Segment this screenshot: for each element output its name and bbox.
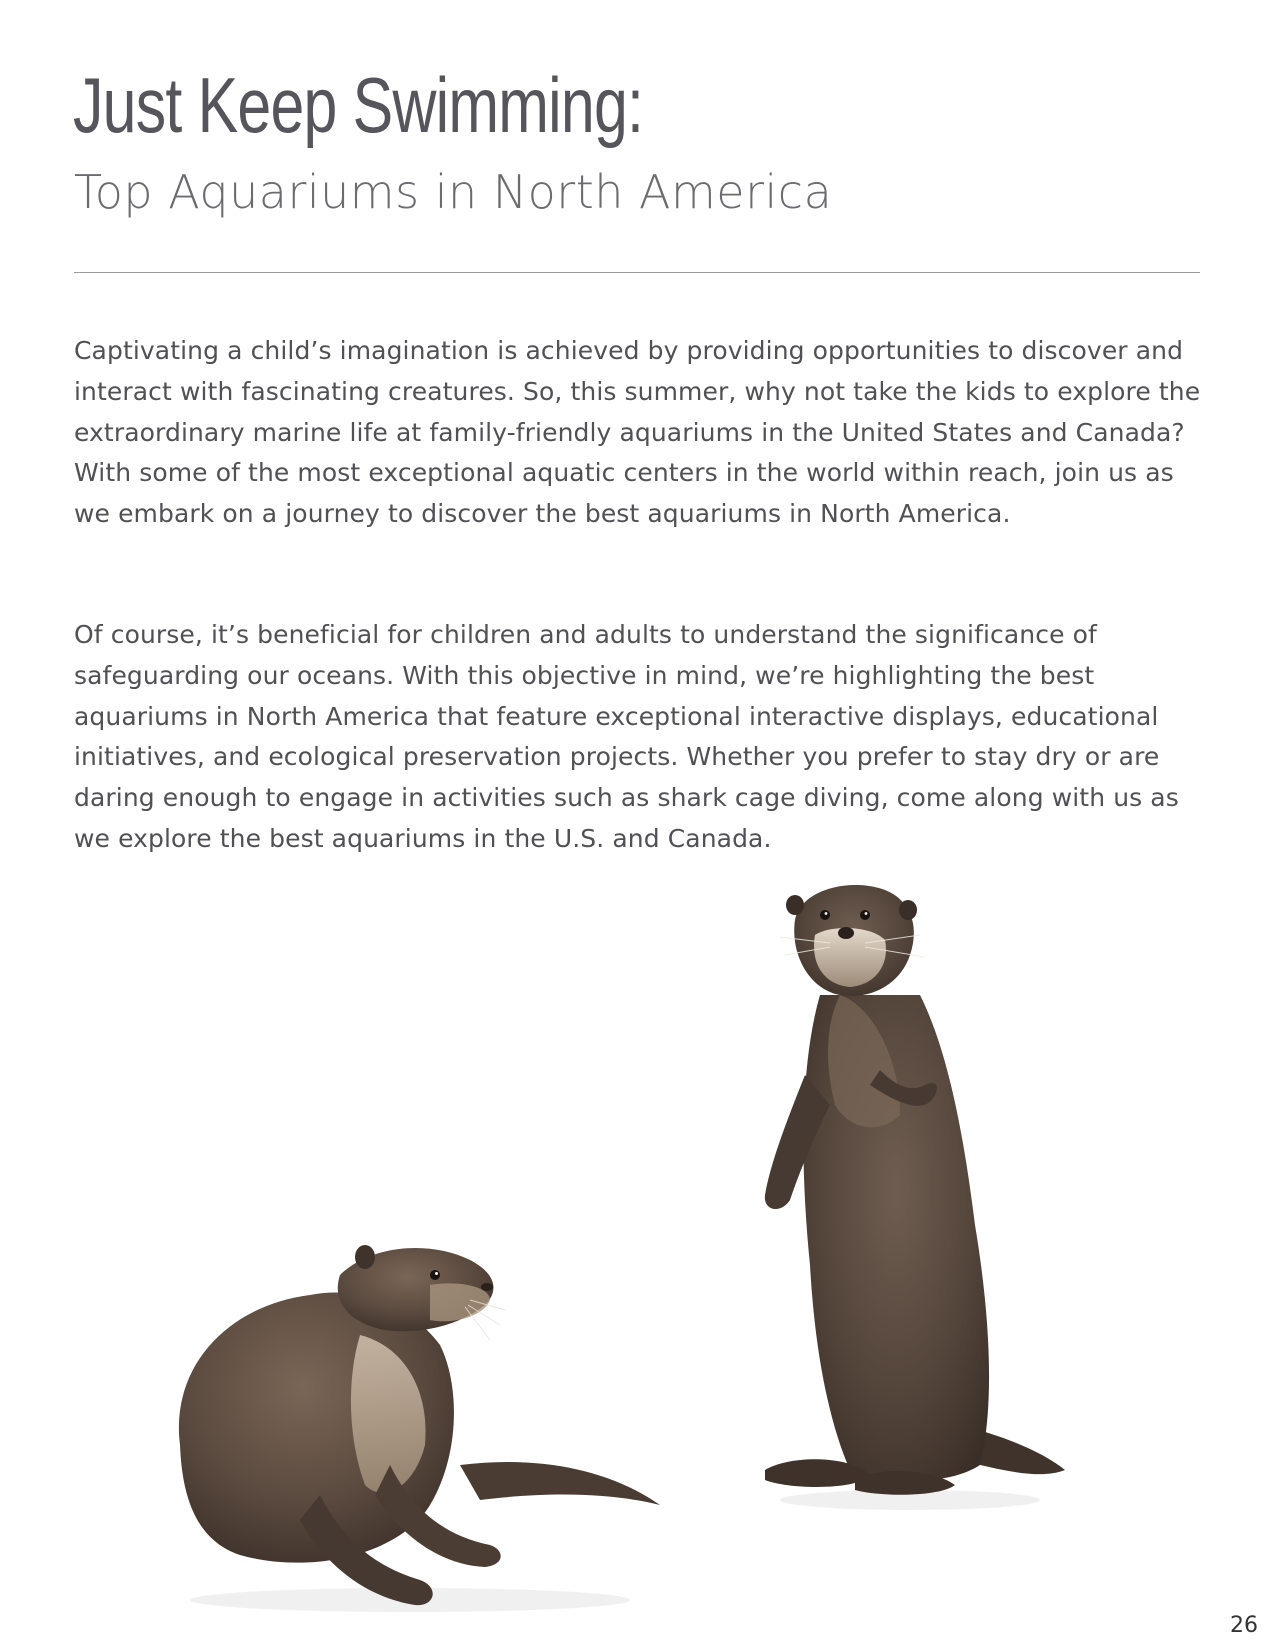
page-title: Just Keep Swimming: <box>73 61 644 149</box>
otter-standing-icon <box>760 885 1090 1525</box>
body-paragraph: Of course, it’s beneficial for children and adults to understand the significance of safeguarding our oceans. With this objective in mind, we’re highlighting the best aquariums in North America that feature exceptional interactive displays, educational initiatives, and ecological preservation projects. Whether you prefer to stay dry or are daring enough to engage in activities such as shark cage diving, come along with us as we explore the best aquariums in the U.S. and Canada. <box>74 620 1179 853</box>
intro-paragraph: Captivating a child’s imagination is achieved by providing opportunities to discover and interact with fascinating creatures. So, this summer, why not take the kids to explore the extraordinary marine life at family-friendly aquariums in the United States and Canada? With some of the most exceptional aquatic centers in the world within reach, join us as we embark on a journey to discover the best aquariums in North America. <box>74 336 1201 529</box>
page-subtitle: Top Aquariums in North America <box>74 165 833 219</box>
title-divider <box>74 272 1200 273</box>
otter-lying-icon <box>160 1215 700 1620</box>
page-number: 26 <box>1230 1613 1258 1638</box>
